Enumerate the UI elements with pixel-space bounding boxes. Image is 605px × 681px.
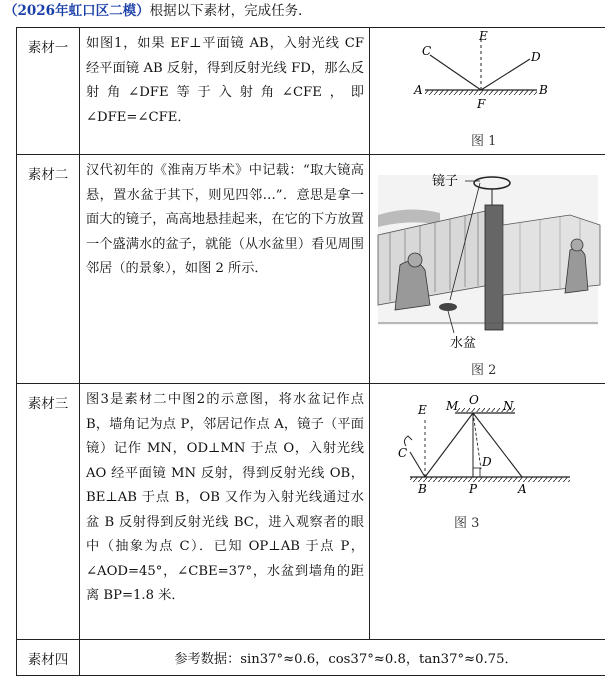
point-label: A xyxy=(518,482,527,496)
point-label: B xyxy=(539,83,548,97)
source-tag: （2026年虹口区二模） xyxy=(4,3,150,19)
point-label: D xyxy=(531,50,541,64)
figure-2-illustration xyxy=(370,155,605,384)
materials-table xyxy=(16,27,605,676)
table-row xyxy=(17,384,605,640)
mirror-hatch xyxy=(425,90,537,95)
point-label: D xyxy=(482,455,492,469)
figure-3-diagram xyxy=(370,384,605,640)
figure-caption: 图 1 xyxy=(471,134,497,149)
incident-ray-cf xyxy=(430,55,481,90)
right-angle-mark xyxy=(473,468,480,477)
problem-header xyxy=(4,2,312,20)
reflected-ray-fd xyxy=(481,59,530,90)
table-row xyxy=(17,155,605,384)
table-row xyxy=(17,28,605,155)
pole xyxy=(485,205,503,330)
ray-ob xyxy=(425,413,473,477)
person-right-head xyxy=(571,239,583,251)
row-text: 如图1，如果 EF⊥平面镜 AB，入射光线 CF 经平面镜 AB 反射，得到反射光线 FD，那么反射角∠DFE等于入射角∠CFE，即∠DFE=∠CFE． xyxy=(80,28,370,155)
basin-label: 水盆 xyxy=(450,336,477,351)
point-label: C xyxy=(422,44,432,58)
point-label: E xyxy=(418,403,427,417)
point-label: A xyxy=(414,83,423,97)
figure-3-cell xyxy=(370,384,605,640)
mirror-label: 镜子 xyxy=(432,174,459,189)
point-label: F xyxy=(477,97,486,111)
point-label: C xyxy=(398,446,408,460)
reference-data-text: 参考数据：sin37°≈0.6，cos37°≈0.8，tan37°≈0.75． xyxy=(80,640,605,676)
eye-icon xyxy=(404,436,412,446)
table-row xyxy=(17,640,605,676)
row-label: 素材四 xyxy=(17,640,80,676)
person-left-head xyxy=(408,253,422,267)
basin-shape xyxy=(439,303,457,311)
ground-hatch xyxy=(410,477,570,482)
instruction-text: 根据以下素材，完成任务． xyxy=(149,3,312,19)
point-label: P xyxy=(469,482,478,496)
row-label: 素材三 xyxy=(17,384,80,640)
figure-2-cell xyxy=(370,155,605,384)
point-label: N xyxy=(503,399,514,413)
row-label: 素材二 xyxy=(17,155,80,384)
row-label: 素材一 xyxy=(17,28,80,155)
figure-caption: 图 3 xyxy=(454,516,480,531)
row-text: 图3是素材二中图2的示意图，将水盆记作点 B，墙角记为点 P，邻居记作点 A，镜子（平面镜）记作 MN，OD⊥MN 于点 O，入射光线 AO 经平面镜 MN 反射，得到反射光线 OB，BE⊥AB 于点 B，OB 又作为入射光线通过水盆 B 反射得到反射光线 BC，进入观察者的眼中（抽象为点 C）．已知 OP⊥AB 于点 P，∠AOD=45°，∠CBE=37°，水盆到墙角的距离 BP=1.8 米． xyxy=(80,384,370,640)
ray-bc xyxy=(410,452,425,477)
figure-1-cell xyxy=(370,28,605,155)
ray-oa xyxy=(473,413,522,477)
point-label: O xyxy=(469,393,479,407)
point-label: E xyxy=(479,29,488,43)
row-text: 汉代初年的《淮南万毕术》中记载：“取大镜高悬，置水盆于其下，则见四邻…”．意思是拿一面大的镜子，高高地悬挂起来，在它的下方放置一个盛满水的盆子，就能（从水盆里）看见周围邻居（的景象），如图 2 所示． xyxy=(80,155,370,384)
figure-caption: 图 2 xyxy=(471,363,497,378)
point-label: M xyxy=(446,399,459,413)
point-label: B xyxy=(418,482,427,496)
